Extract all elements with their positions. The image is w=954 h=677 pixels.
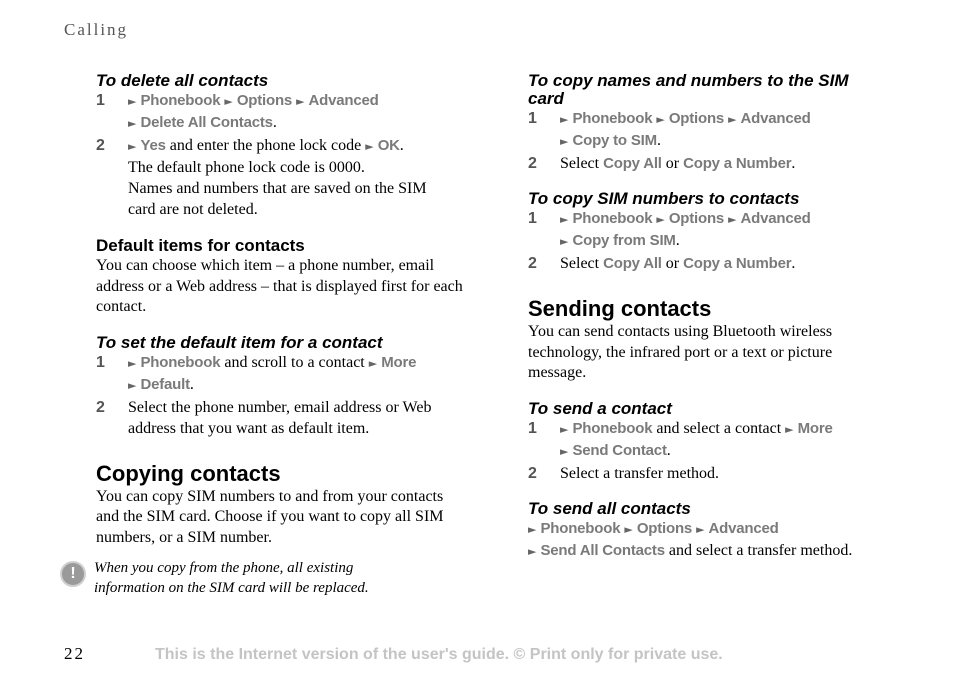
step-2 [96,135,471,220]
period: . [791,155,796,172]
arrow-icon: ► [560,135,569,148]
page-number: 22 [64,644,85,663]
menu-item-advanced: Advanced [708,519,779,537]
heading-copy-from-sim: To copy SIM numbers to contacts [528,189,800,208]
step-number: 2 [96,137,105,154]
step-1 [528,208,903,252]
arrow-icon: ► [128,356,137,370]
step-2 [528,253,903,274]
arrow-icon: ► [128,378,137,392]
period: . [399,137,404,154]
arrow-icon: ► [656,213,665,226]
menu-item-copy-a-number: Copy a Number [683,155,792,172]
step-1 [96,352,471,396]
menu-item-copy-all: Copy All [603,255,662,272]
period: . [791,255,796,272]
menu-item-phonebook: Phonebook [140,353,221,371]
heading-delete-all-contacts: To delete all contacts [96,71,269,90]
step-text: and select a transfer method. [664,541,853,559]
menu-item-yes: Yes [140,137,166,154]
step-note-sim: Names and numbers that are saved on the SIM card are not deleted. [128,180,427,218]
body-copying-contacts: You can copy SIM numbers to and from your contacts and the SIM card. Choose if you want to copy all SIM numbers, or a SIM number. [96,487,444,546]
step-number: 2 [528,464,537,482]
heading-sending-contacts: Sending contacts [528,296,712,321]
menu-item-send-contact: Send Contact [572,441,667,459]
running-header: Calling [64,20,129,39]
menu-item-phonebook: Phonebook [572,210,653,227]
step-note-lock-code: The default phone lock code is 0000. [128,159,365,176]
arrow-icon: ► [224,95,233,108]
step-text: and enter the phone lock code [165,137,366,154]
step-number: 2 [96,398,105,416]
menu-item-options: Options [636,519,693,537]
step-number: 1 [96,353,105,371]
step-text: and scroll to a contact [220,353,369,371]
menu-item-options: Options [668,110,725,127]
send-all-path [528,518,903,562]
period: . [666,441,671,459]
heading-copy-to-sim: To copy names and numbers to the SIM card [528,71,849,108]
step-text: Select a transfer method. [560,464,720,482]
period: . [189,375,194,393]
menu-item-options: Options [668,210,725,227]
menu-item-copy-to-sim: Copy to SIM [572,132,657,149]
arrow-icon: ► [365,140,374,153]
arrow-icon: ► [560,235,569,248]
menu-item-advanced: Advanced [308,92,379,109]
step-text: Select [560,155,604,172]
step-1 [528,418,903,462]
step-1 [528,108,903,152]
arrow-icon: ► [128,140,137,153]
arrow-icon: ► [560,113,569,126]
arrow-icon: ► [656,113,665,126]
menu-item-default: Default [140,375,190,393]
step-1 [96,90,471,134]
arrow-icon: ► [696,522,705,536]
step-number: 1 [528,210,537,227]
menu-item-advanced: Advanced [740,110,811,127]
footer-notice: This is the Internet version of the user's guide. © Print only for private use. [155,646,723,663]
menu-item-phonebook: Phonebook [140,92,221,109]
arrow-icon: ► [728,113,737,126]
arrow-icon: ► [528,544,537,558]
menu-item-copy-all: Copy All [603,155,662,172]
menu-item-options: Options [236,92,293,109]
menu-item-copy-from-sim: Copy from SIM [572,232,676,249]
menu-item-delete-all-contacts: Delete All Contacts [140,114,273,131]
menu-item-phonebook: Phonebook [572,419,653,437]
left-column [70,71,471,598]
period: . [675,232,680,249]
step-text: or [661,155,684,172]
note-box [60,558,471,598]
body-sending-contacts: You can send contacts using Bluetooth wireless technology, the infrared port or a text or picture message. [528,323,833,381]
right-column [528,72,903,562]
arrow-icon: ► [560,422,569,436]
arrow-icon: ► [624,522,633,536]
menu-item-phonebook: Phonebook [540,519,621,537]
step-number: 1 [528,110,537,127]
arrow-icon: ► [560,213,569,226]
step-text: Select [560,255,604,272]
heading-default-items: Default items for contacts [96,236,305,255]
step-text: Select the phone number, email address or Web address that you want as default item. [128,398,432,437]
menu-item-phonebook: Phonebook [572,110,653,127]
step-2 [528,153,903,174]
step-text: and select a contact [652,419,786,437]
arrow-icon: ► [728,213,737,226]
arrow-icon: ► [528,522,537,536]
exclamation-icon: ! [60,561,86,587]
arrow-icon: ► [128,117,137,130]
menu-item-advanced: Advanced [740,210,811,227]
menu-item-copy-a-number: Copy a Number [683,255,792,272]
heading-set-default-item: To set the default item for a contact [96,332,383,352]
period: . [656,132,661,149]
step-text: or [661,255,684,272]
heading-send-a-contact: To send a contact [528,398,672,418]
arrow-icon: ► [296,95,305,108]
step-2 [528,463,903,484]
menu-item-send-all-contacts: Send All Contacts [540,541,665,559]
arrow-icon: ► [368,356,378,370]
step-number: 2 [528,155,537,172]
menu-item-more: More [797,419,833,437]
step-number: 1 [96,92,105,109]
body-default-items: You can choose which item – a phone number, email address or a Web address – that is displayed first for each contact. [96,257,463,315]
period: . [272,114,277,131]
step-number: 1 [528,419,537,437]
step-2 [96,397,471,439]
menu-item-ok: OK [377,137,400,154]
heading-send-all-contacts: To send all contacts [528,498,691,518]
note-text: When you copy from the phone, all existing information on the SIM card will be replaced. [94,560,369,596]
arrow-icon: ► [785,422,794,436]
arrow-icon: ► [128,95,137,108]
arrow-icon: ► [560,444,569,458]
step-number: 2 [528,255,537,272]
menu-item-more: More [381,353,417,371]
heading-copying-contacts: Copying contacts [96,460,281,486]
